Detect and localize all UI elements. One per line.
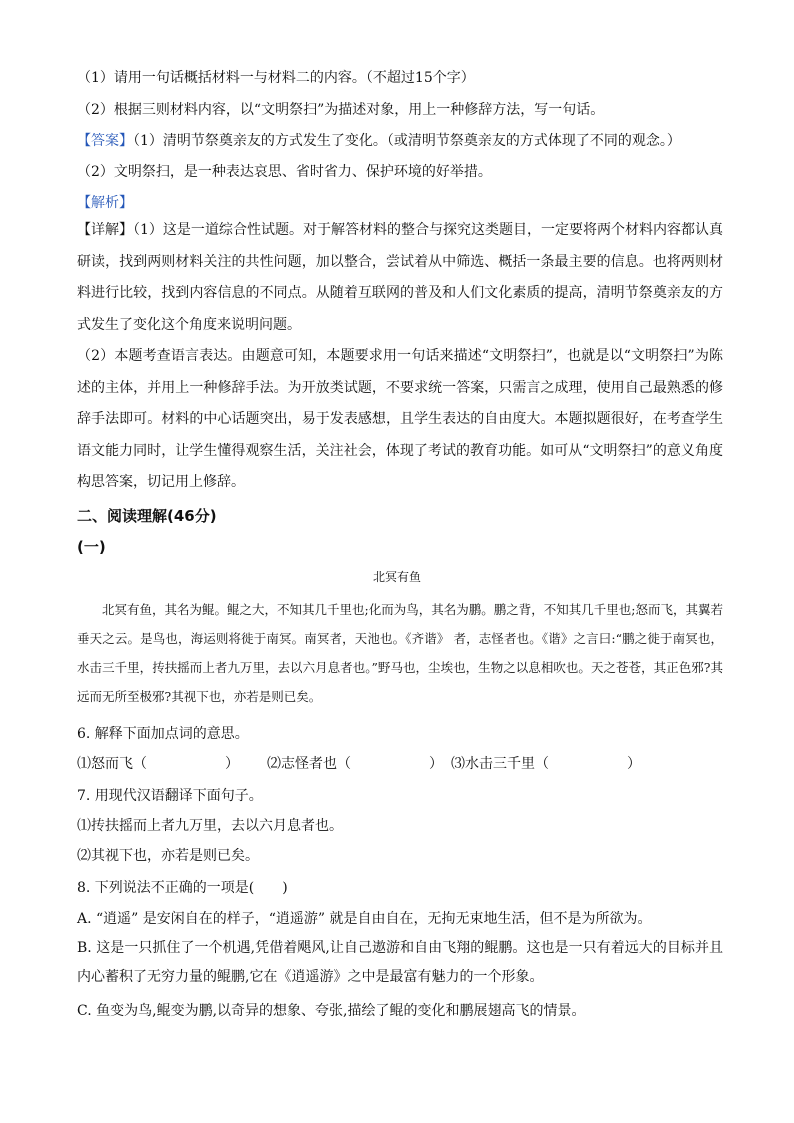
question-5-sub-2: （2）根据三则材料内容，以“文明祭扫”为描述对象，用上一种修辞方法，写一句话。 bbox=[77, 102, 605, 118]
answer-line-2: （2）文明祭扫，是一种表达哀思、省时省力、保护环境的好举措。 bbox=[77, 164, 492, 180]
analysis-tag: 【解析】 bbox=[77, 195, 133, 211]
question-6-item-3: ⑶水击三千里（ bbox=[451, 756, 549, 772]
analysis-heading bbox=[77, 193, 727, 213]
detail-tag: 【详解】 bbox=[77, 222, 134, 238]
question-8-option-b: B. 这是一只抓住了一个机遇,凭借着飓风,让自己遨游和自由飞翔的鲲鹏。这也是一只有着远大的目标并且内心蓄积了无穷力量的鲲鹏,它在《逍遥游》之中是最富有魅力的一个形象。 bbox=[77, 940, 723, 985]
answer-line-1 bbox=[77, 131, 727, 151]
question-6-item-2: ⑵志怪者也（ bbox=[267, 756, 351, 772]
detail-paragraph-2: （2）本题考查语言表达。由题意可知，本题要求用一句话来描述“文明祭扫”，也就是以“文明祭扫”为陈述的主体，并用上一种修辞手法。为开放类试题，不要求统一答案，只需言之成理，使用自己最熟悉的修辞手法即可。材料的中心话题突出，易于发表感想，且学生表达的自由度大。本题拟题很好，在考查学生语文能力同时，让学生懂得观察生活，关注社会，体现了考试的教育功能。如可从“文明祭扫”的意义角度构思答案，切记用上修辞。 bbox=[77, 348, 723, 490]
question-8-stem: 8. 下列说法不正确的一项是( ) bbox=[77, 880, 288, 896]
question-7-stem: 7. 用现代汉语翻译下面句子。 bbox=[77, 788, 263, 804]
question-5-sub-1: （1）请用一句话概括材料一与材料二的内容。（不超过15个字） bbox=[77, 70, 475, 86]
question-6-stem: 6. 解释下面加点词的意思。 bbox=[77, 726, 249, 742]
section-part-label: (一) bbox=[77, 538, 106, 556]
section-heading: 二、阅读理解(46分) bbox=[77, 507, 217, 525]
passage-title: 北冥有鱼 bbox=[372, 570, 421, 584]
passage-text: 北冥有鱼，其名为鲲。鲲之大，不知其几千里也;化而为鸟，其名为鹏。鹏之背，不知其几千里也;怒而飞，其翼若垂天之云。是鸟也，海运则将徙于南冥。南冥者，天池也。《齐谐》 者，志怪者也。《谐》之言曰:“鹏之徙于南冥也，水击三千里，抟扶摇而上者九万里，去以六月息者也。”野马也，尘埃也，生物之以息相吹也。天之苍苍，其正色邪?其远而无所至极邪?其视下也，亦若是则已矣。 bbox=[77, 602, 723, 704]
detail-paragraph-1 bbox=[77, 215, 723, 341]
answer-tag: 【答案】 bbox=[77, 133, 133, 149]
answer-text-1: （1）清明节祭奠亲友的方式发生了变化。（或清明节祭奠亲友的方式体现了不同的观念。） bbox=[133, 133, 681, 149]
question-8-option-a: A. “逍遥” 是安闲自在的样子，“逍遥游” 就是自由自在，无拘无束地生活，但不是为所欲为。 bbox=[77, 911, 652, 927]
question-8-option-c: C. 鱼变为鸟,鲲变为鹏,以奇异的想象、夸张,描绘了鲲的变化和鹏展翅高飞的情景。 bbox=[77, 1003, 586, 1019]
question-7-item-1: ⑴抟扶摇而上者九万里，去以六月息者也。 bbox=[77, 818, 343, 834]
question-7-item-2: ⑵其视下也，亦若是则已矣。 bbox=[77, 848, 259, 864]
question-6-items: ⑴怒而飞（ ） ⑵志怪者也（ ） ⑶水击三千里（ ） bbox=[77, 756, 641, 772]
question-6-item-1: ⑴怒而飞（ bbox=[77, 756, 147, 772]
detail-text-1: （1）这是一道综合性试题。对于解答材料的整合与探究这类题目，一定要将两个材料内容都认真研读，找到两则材料关注的共性问题，加以整合，尝试着从中筛选、概括一条最主要的信息。也将两则材料进行比较，找到内容信息的不同点。从随着互联网的普及和人们文化素质的提高，清明节祭奠亲友的方式发生了变化这个角度来说明问题。 bbox=[77, 222, 724, 333]
